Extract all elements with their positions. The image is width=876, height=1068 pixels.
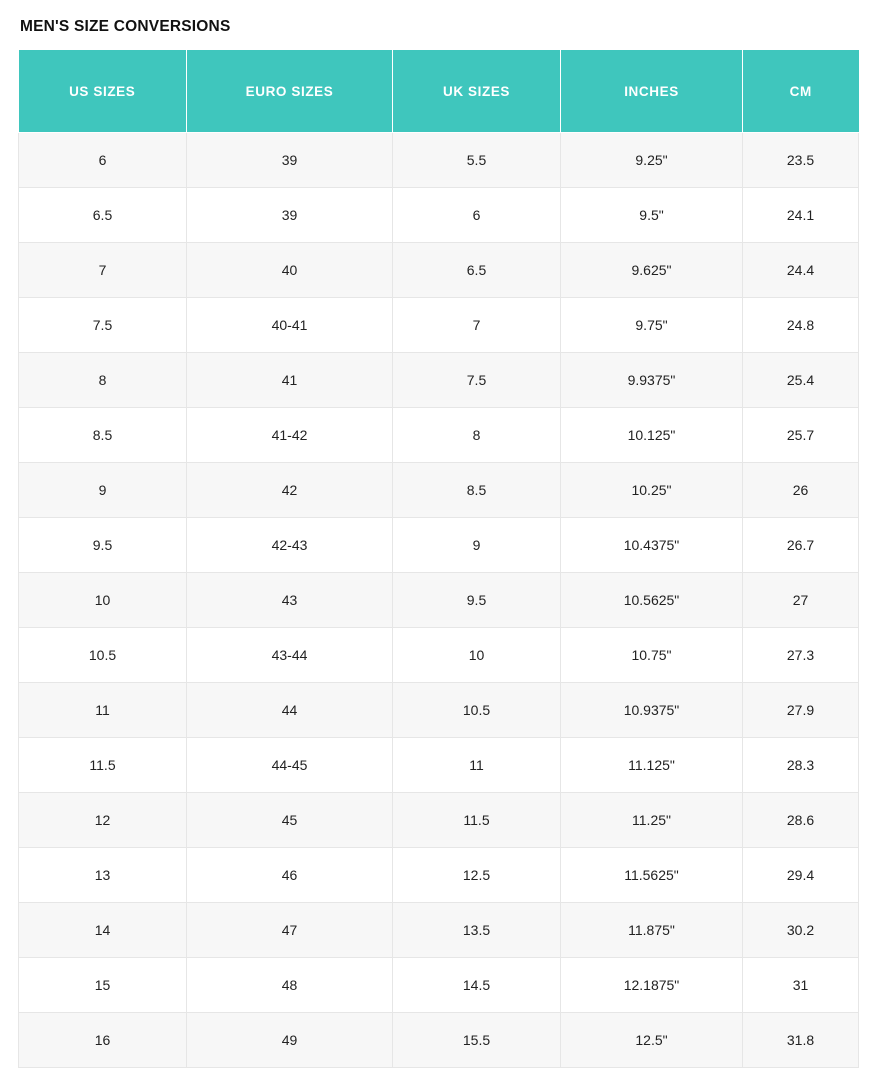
table-cell: 7: [393, 298, 561, 353]
table-cell: 11.5: [393, 793, 561, 848]
table-cell: 11.875": [561, 903, 743, 958]
table-cell: 46: [187, 848, 393, 903]
table-cell: 9.5: [19, 518, 187, 573]
table-cell: 44: [187, 683, 393, 738]
table-cell: 9.5: [393, 573, 561, 628]
table-cell: 48: [187, 958, 393, 1013]
table-cell: 11: [19, 683, 187, 738]
table-row: [19, 738, 859, 793]
table-cell: 39: [187, 133, 393, 188]
table-cell: 12.5": [561, 1013, 743, 1068]
table-cell: 24.1: [743, 188, 859, 243]
table-cell: 8: [19, 353, 187, 408]
table-cell: 42-43: [187, 518, 393, 573]
table-cell: 7: [19, 243, 187, 298]
column-header-0: US SIZES: [19, 50, 187, 133]
table-cell: 6.5: [393, 243, 561, 298]
table-row: [19, 408, 859, 463]
table-cell: 16: [19, 1013, 187, 1068]
table-cell: 11: [393, 738, 561, 793]
table-cell: 43: [187, 573, 393, 628]
table-cell: 27.9: [743, 683, 859, 738]
table-cell: 11.5: [19, 738, 187, 793]
table-cell: 27.3: [743, 628, 859, 683]
table-cell: 13: [19, 848, 187, 903]
table-cell: 40: [187, 243, 393, 298]
table-cell: 12.1875": [561, 958, 743, 1013]
table-row: [19, 1013, 859, 1068]
table-cell: 8.5: [19, 408, 187, 463]
table-cell: 9.5": [561, 188, 743, 243]
table-cell: 45: [187, 793, 393, 848]
table-cell: 6: [19, 133, 187, 188]
table-cell: 43-44: [187, 628, 393, 683]
table-cell: 30.2: [743, 903, 859, 958]
table-cell: 12: [19, 793, 187, 848]
table-cell: 9.25": [561, 133, 743, 188]
table-cell: 6: [393, 188, 561, 243]
table-cell: 10.25": [561, 463, 743, 518]
table-row: [19, 958, 859, 1013]
table-cell: 24.8: [743, 298, 859, 353]
table-cell: 10.9375": [561, 683, 743, 738]
page-title: MEN'S SIZE CONVERSIONS: [20, 18, 231, 35]
table-row: [19, 133, 859, 188]
table-cell: 44-45: [187, 738, 393, 793]
table-cell: 49: [187, 1013, 393, 1068]
table-cell: 41-42: [187, 408, 393, 463]
table-cell: 11.125": [561, 738, 743, 793]
table-cell: 9: [19, 463, 187, 518]
table-cell: 28.6: [743, 793, 859, 848]
table-cell: 28.3: [743, 738, 859, 793]
table-row: [19, 463, 859, 518]
table-row: [19, 298, 859, 353]
table-cell: 9.9375": [561, 353, 743, 408]
table-cell: 7.5: [19, 298, 187, 353]
table-cell: 9.75": [561, 298, 743, 353]
table-cell: 27: [743, 573, 859, 628]
table-cell: 25.4: [743, 353, 859, 408]
table-row: [19, 683, 859, 738]
table-cell: 10.4375": [561, 518, 743, 573]
table-cell: 5.5: [393, 133, 561, 188]
table-cell: 42: [187, 463, 393, 518]
table-cell: 29.4: [743, 848, 859, 903]
table-cell: 25.7: [743, 408, 859, 463]
table-cell: 6.5: [19, 188, 187, 243]
table-cell: 31: [743, 958, 859, 1013]
table-cell: 41: [187, 353, 393, 408]
table-row: [19, 793, 859, 848]
table-cell: 10.5: [393, 683, 561, 738]
table-cell: 7.5: [393, 353, 561, 408]
table-row: [19, 518, 859, 573]
table-cell: 10.125": [561, 408, 743, 463]
table-cell: 31.8: [743, 1013, 859, 1068]
table-cell: 39: [187, 188, 393, 243]
table-cell: 11.5625": [561, 848, 743, 903]
column-header-1: EURO SIZES: [187, 50, 393, 133]
table-row: [19, 353, 859, 408]
table-row: [19, 573, 859, 628]
table-cell: 15.5: [393, 1013, 561, 1068]
table-cell: 47: [187, 903, 393, 958]
table-cell: 8: [393, 408, 561, 463]
table-cell: 10: [393, 628, 561, 683]
table-header-row: [19, 50, 859, 133]
table-cell: 10: [19, 573, 187, 628]
table-cell: 11.25": [561, 793, 743, 848]
table-cell: 10.75": [561, 628, 743, 683]
column-header-4: CM: [743, 50, 859, 133]
table-cell: 10.5625": [561, 573, 743, 628]
table-cell: 9: [393, 518, 561, 573]
table-cell: 13.5: [393, 903, 561, 958]
table-cell: 26.7: [743, 518, 859, 573]
table-cell: 24.4: [743, 243, 859, 298]
column-header-2: UK SIZES: [393, 50, 561, 133]
table-cell: 23.5: [743, 133, 859, 188]
table-cell: 14: [19, 903, 187, 958]
table-row: [19, 903, 859, 958]
table-cell: 40-41: [187, 298, 393, 353]
table-cell: 15: [19, 958, 187, 1013]
table-row: [19, 628, 859, 683]
table-row: [19, 848, 859, 903]
table-body: [19, 133, 859, 1068]
table-header: [19, 50, 859, 133]
table-row: [19, 243, 859, 298]
table-cell: 9.625": [561, 243, 743, 298]
size-conversion-table: [18, 50, 859, 1068]
table-cell: 12.5: [393, 848, 561, 903]
table-cell: 8.5: [393, 463, 561, 518]
table-row: [19, 188, 859, 243]
table-cell: 26: [743, 463, 859, 518]
table-cell: 10.5: [19, 628, 187, 683]
column-header-3: INCHES: [561, 50, 743, 133]
table-cell: 14.5: [393, 958, 561, 1013]
